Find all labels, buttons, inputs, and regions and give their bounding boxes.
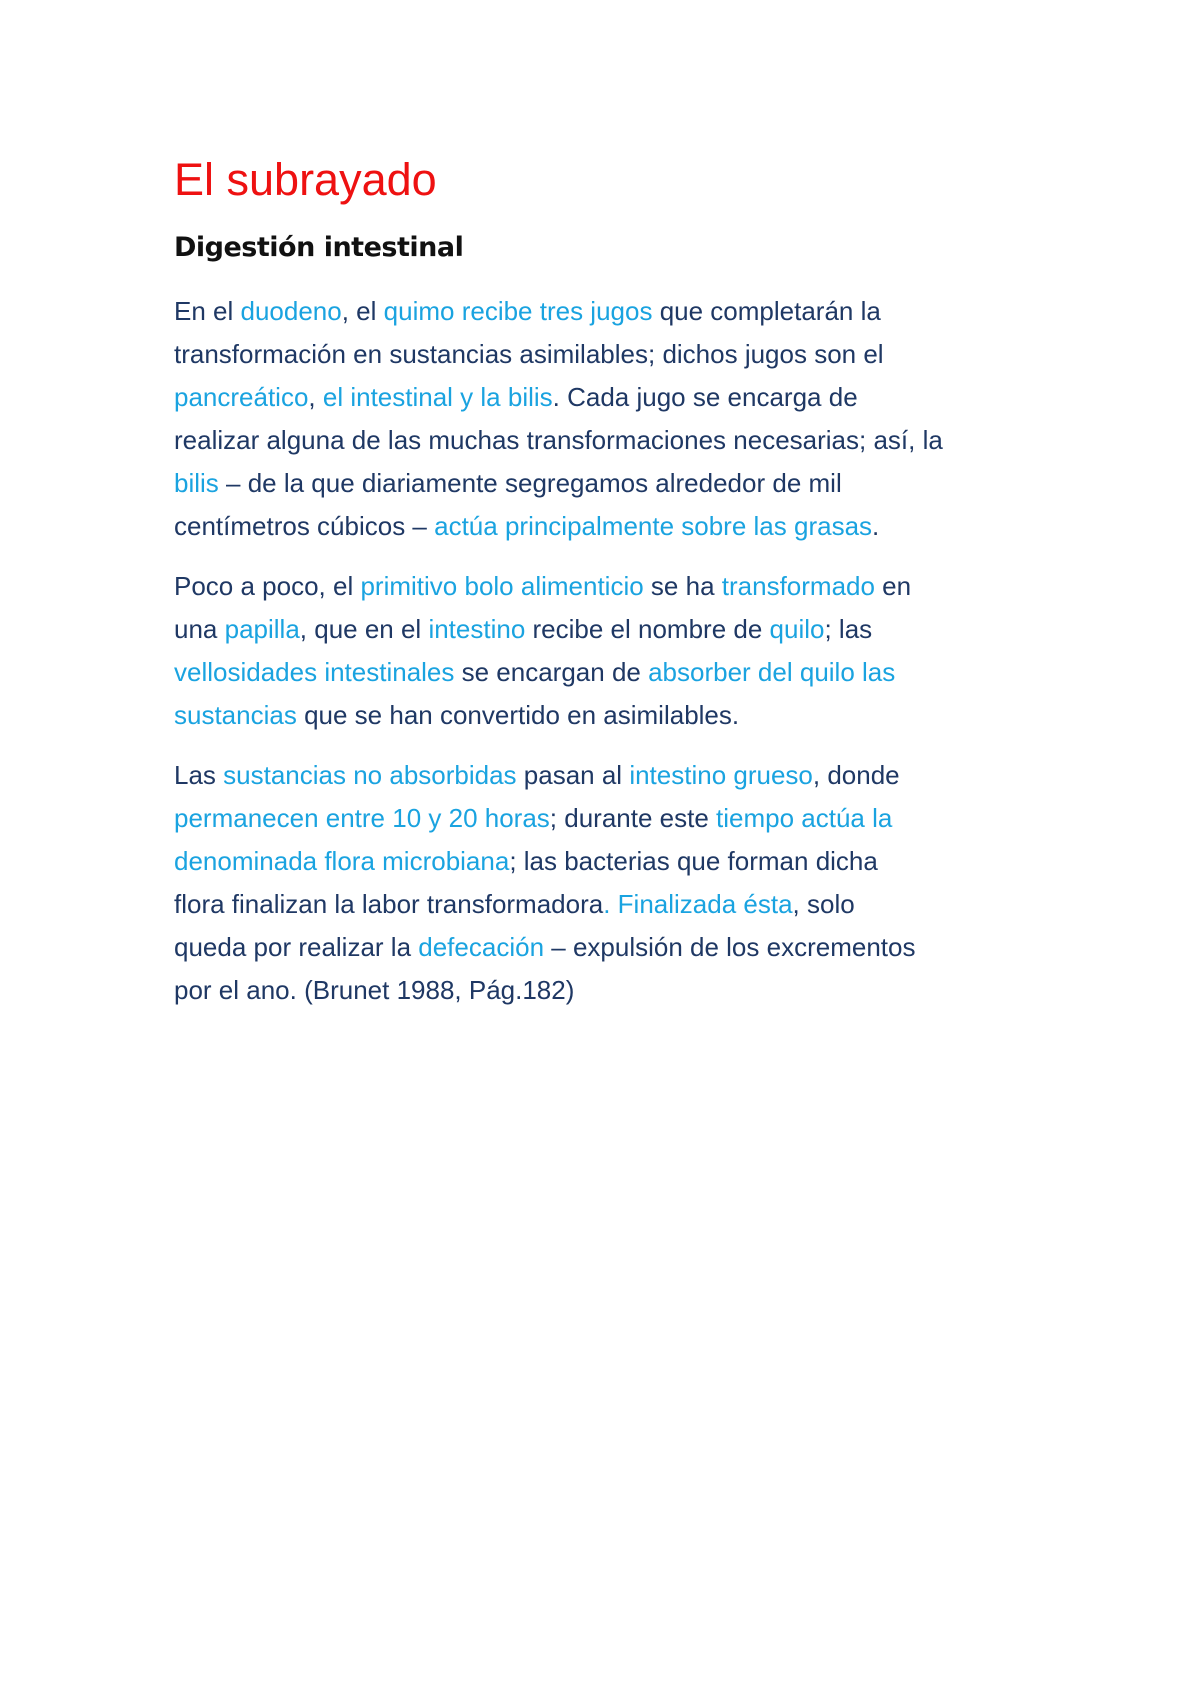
text-line bbox=[174, 290, 1074, 333]
text-line bbox=[174, 797, 1074, 840]
text-line bbox=[174, 419, 1074, 462]
body-text: pasan al bbox=[516, 760, 630, 790]
text-line bbox=[174, 694, 1074, 737]
body-text: , bbox=[308, 382, 323, 412]
body-text: se ha bbox=[643, 571, 722, 601]
body-text: . bbox=[872, 511, 880, 541]
highlighted-text: tiempo actúa la bbox=[716, 803, 893, 833]
paragraph bbox=[174, 290, 1074, 548]
text-line bbox=[174, 376, 1074, 419]
body-text: recibe el nombre de bbox=[525, 614, 770, 644]
body-text: . Cada jugo se encarga de bbox=[552, 382, 858, 412]
body-text: transformación en sustancias asimilables; dichos jugos son el bbox=[174, 339, 884, 369]
body-text: realizar alguna de las muchas transformaciones necesarias; así, la bbox=[174, 425, 943, 455]
body-text: , que en el bbox=[299, 614, 429, 644]
highlighted-text: vellosidades intestinales bbox=[174, 657, 455, 687]
body-text: queda por realizar la bbox=[174, 932, 419, 962]
text-line bbox=[174, 840, 1074, 883]
body-text: Las bbox=[174, 760, 224, 790]
highlighted-text: denominada flora microbiana bbox=[174, 846, 510, 876]
highlighted-text: duodeno bbox=[240, 296, 342, 326]
body-text: – de la que diariamente segregamos alrededor de mil bbox=[218, 468, 842, 498]
body-text: , donde bbox=[812, 760, 900, 790]
body-text: , solo bbox=[792, 889, 855, 919]
highlighted-text: intestino grueso bbox=[629, 760, 813, 790]
text-line bbox=[174, 883, 1074, 926]
document-subtitle: Digestión intestinal bbox=[174, 232, 464, 263]
text-line bbox=[174, 754, 1074, 797]
body-text: Poco a poco, el bbox=[174, 571, 361, 601]
body-text: que completarán la bbox=[652, 296, 881, 326]
text-line bbox=[174, 333, 1074, 376]
body-text: ; las bbox=[824, 614, 873, 644]
body-text: que se han convertido en asimilables. bbox=[296, 700, 740, 730]
highlighted-text: . Finalizada ésta bbox=[603, 889, 793, 919]
highlighted-text: pancreático bbox=[174, 382, 309, 412]
document-title: El subrayado bbox=[174, 154, 437, 205]
highlighted-text: actúa principalmente sobre las grasas bbox=[434, 511, 873, 541]
highlighted-text: quilo bbox=[769, 614, 825, 644]
document-content bbox=[174, 150, 1074, 1029]
highlighted-text: primitivo bolo alimenticio bbox=[360, 571, 644, 601]
text-line bbox=[174, 969, 1074, 1012]
body-text: , el bbox=[341, 296, 384, 326]
highlighted-text: bilis bbox=[174, 468, 219, 498]
text-line bbox=[174, 926, 1074, 969]
highlighted-text: absorber del quilo las bbox=[648, 657, 896, 687]
body-text: una bbox=[174, 614, 225, 644]
highlighted-text: sustancias bbox=[174, 700, 297, 730]
highlighted-text: permanecen entre 10 y 20 horas bbox=[174, 803, 550, 833]
text-line bbox=[174, 565, 1074, 608]
highlighted-text: intestino bbox=[428, 614, 526, 644]
text-line bbox=[174, 505, 1074, 548]
highlighted-text: quimo recibe tres jugos bbox=[383, 296, 653, 326]
highlighted-text: papilla bbox=[224, 614, 300, 644]
paragraph bbox=[174, 565, 1074, 737]
body-text: flora finalizan la labor transformadora bbox=[174, 889, 604, 919]
body-text: – expulsión de los excrementos bbox=[544, 932, 916, 962]
body-text: ; las bacterias que forman dicha bbox=[509, 846, 878, 876]
paragraph-list bbox=[174, 290, 1074, 1012]
body-text: ; durante este bbox=[549, 803, 717, 833]
highlighted-text: defecación bbox=[418, 932, 545, 962]
text-line bbox=[174, 462, 1074, 505]
highlighted-text: el intestinal y la bilis bbox=[322, 382, 553, 412]
text-line bbox=[174, 651, 1074, 694]
highlighted-text: transformado bbox=[721, 571, 875, 601]
body-text: centímetros cúbicos – bbox=[174, 511, 435, 541]
body-text: En el bbox=[174, 296, 241, 326]
paragraph bbox=[174, 754, 1074, 1012]
text-line bbox=[174, 608, 1074, 651]
body-text: se encargan de bbox=[454, 657, 649, 687]
body-text: por el ano. (Brunet 1988, Pág.182) bbox=[174, 975, 575, 1005]
highlighted-text: sustancias no absorbidas bbox=[223, 760, 517, 790]
body-text: en bbox=[874, 571, 912, 601]
